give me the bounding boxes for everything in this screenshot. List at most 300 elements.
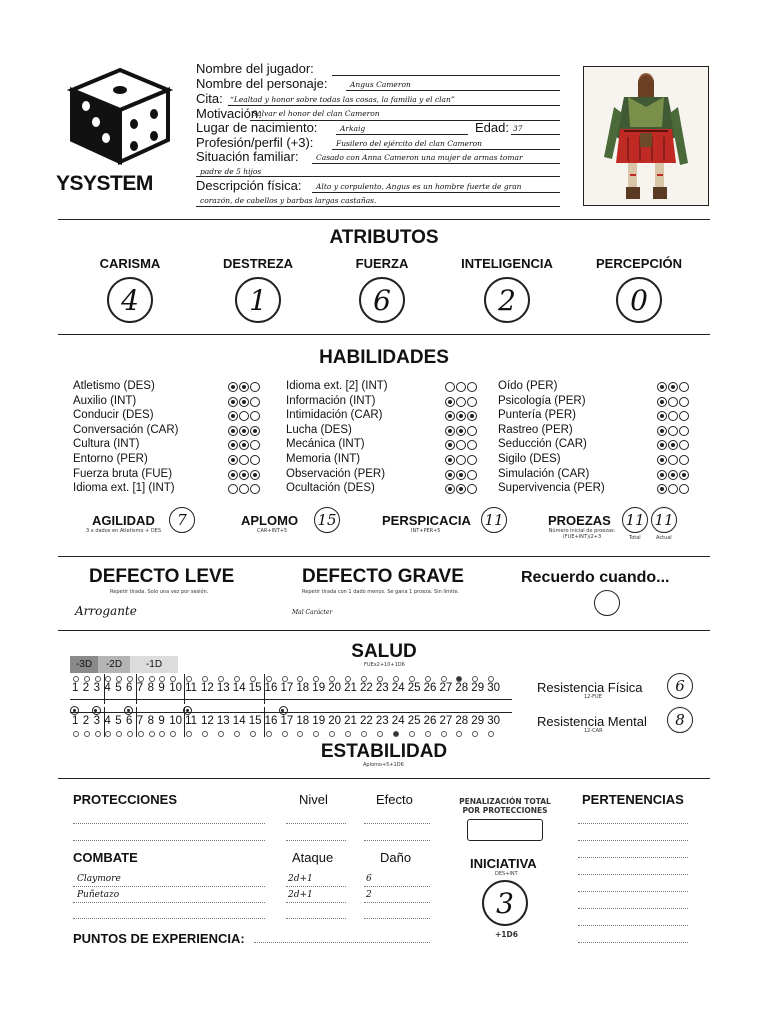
skill-level-dot[interactable]: [250, 455, 260, 465]
skill-level-dots[interactable]: [228, 382, 260, 392]
track-checkbox[interactable]: [393, 676, 399, 682]
track-checkbox[interactable]: [73, 676, 79, 682]
track-checkbox[interactable]: [73, 731, 79, 737]
track-number: 9: [158, 682, 165, 694]
track-checkbox[interactable]: [84, 731, 90, 737]
skill-level-dot[interactable]: [228, 470, 238, 480]
skill-label: Conversación (CAR): [73, 423, 179, 436]
skill-level-dots[interactable]: [445, 470, 477, 480]
skill-level-dot[interactable]: [657, 470, 667, 480]
pertenencia-line[interactable]: [578, 823, 688, 824]
skill-level-dot[interactable]: [456, 455, 466, 465]
descripcion-value: Alto y corpulento, Angus es un hombre fuerte de gran: [316, 182, 522, 191]
skill-level-dot[interactable]: [668, 470, 678, 480]
track-checkbox[interactable]: [250, 731, 256, 737]
track-number: 14: [232, 715, 246, 727]
resistencia-mental-value[interactable]: 8: [667, 707, 693, 733]
skill-level-dot[interactable]: [668, 411, 678, 421]
track-checkbox[interactable]: [234, 676, 240, 682]
track-checkbox[interactable]: [202, 731, 208, 737]
skill-label: Seducción (CAR): [498, 438, 587, 451]
arma-1-name[interactable]: Claymore: [77, 874, 121, 884]
pertenencia-line[interactable]: [578, 908, 688, 909]
penalizacion-box[interactable]: [467, 819, 543, 841]
track-checkbox[interactable]: [345, 731, 351, 737]
habilidades-title: HABILIDADES: [319, 347, 449, 368]
salud-formula: FUEx2+10+1D6: [364, 662, 405, 668]
skill-level-dot[interactable]: [228, 484, 238, 494]
skill-level-dots[interactable]: [445, 426, 477, 436]
skill-level-dot[interactable]: [467, 455, 477, 465]
track-number: 14: [232, 682, 246, 694]
penalizacion-label-2: POR PROTECCIONES: [462, 806, 548, 815]
skill-level-dot[interactable]: [445, 411, 455, 421]
skill-level-dot[interactable]: [456, 440, 466, 450]
track-number: 7: [136, 682, 144, 694]
skill-level-dots[interactable]: [228, 426, 260, 436]
skill-level-dot[interactable]: [456, 484, 466, 494]
skill-level-dot[interactable]: [228, 455, 238, 465]
track-number: 6: [126, 682, 133, 694]
skill-level-dot[interactable]: [679, 484, 689, 494]
track-number: 11: [185, 682, 198, 694]
skill-label: Idioma ext. [2] (INT): [286, 380, 388, 392]
attr-fuerza-value[interactable]: 6: [359, 277, 405, 323]
track-number: 23: [375, 715, 389, 727]
track-number: 28: [455, 682, 469, 694]
personaje-label: Nombre del personaje:: [196, 76, 328, 91]
attr-carisma-value[interactable]: 4: [107, 277, 153, 323]
track-checkbox[interactable]: [138, 731, 144, 737]
track-number: 23: [375, 682, 389, 694]
skill-level-dot[interactable]: [668, 397, 678, 407]
pertenencia-line[interactable]: [578, 891, 688, 892]
profesion-label: Profesión/perfil (+3):: [196, 135, 314, 150]
track-number: 2: [82, 715, 90, 727]
skill-level-dot[interactable]: [239, 397, 249, 407]
track-checkbox[interactable]: [159, 731, 165, 737]
estabilidad-title: ESTABILIDAD: [320, 741, 448, 762]
track-number: 6: [126, 715, 133, 727]
skill-level-dot[interactable]: [239, 411, 249, 421]
skill-label: Cultura (INT): [73, 438, 140, 451]
resistencia-fisica-value[interactable]: 6: [667, 673, 693, 699]
track-number: 20: [328, 715, 341, 727]
proezas-total[interactable]: 11: [622, 507, 648, 533]
track-checkbox[interactable]: [472, 731, 478, 737]
skill-level-dot[interactable]: [657, 426, 667, 436]
skill-level-dot[interactable]: [456, 426, 466, 436]
cita-field[interactable]: [196, 91, 455, 106]
arma-2-dano[interactable]: 2: [366, 890, 372, 900]
familia-label: Situación familiar:: [196, 149, 299, 164]
skill-label: Conducir (DES): [73, 409, 154, 422]
skill-level-dots[interactable]: [445, 382, 477, 392]
attr-destreza: [198, 256, 318, 323]
skill-level-dot[interactable]: [657, 455, 667, 465]
attr-fuerza-label: FUERZA: [355, 256, 409, 271]
skill-level-dot[interactable]: [467, 382, 477, 392]
skill-level-dot[interactable]: [239, 440, 249, 450]
pertenencia-line[interactable]: [578, 925, 688, 926]
skill-label: Rastreo (PER): [498, 423, 573, 436]
skill-level-dot[interactable]: [679, 470, 689, 480]
skill-level-dot[interactable]: [239, 455, 249, 465]
track-number: 3: [93, 682, 100, 694]
skill-level-dot[interactable]: [228, 397, 238, 407]
skill-level-dots[interactable]: [657, 397, 689, 407]
aplomo-label: APLOMO: [241, 513, 299, 528]
track-checkbox[interactable]: [329, 731, 335, 737]
track-checkbox[interactable]: [456, 731, 462, 737]
track-checkbox[interactable]: [105, 731, 111, 737]
attr-fuerza: [322, 256, 442, 323]
track-number: 24: [391, 715, 405, 727]
skill-level-dot[interactable]: [467, 411, 477, 421]
track-number: 8: [147, 682, 154, 694]
arma-1-dano[interactable]: 6: [366, 874, 372, 884]
track-number: 21: [344, 715, 357, 727]
threshold-marker: [70, 706, 79, 715]
iniciativa-dice: +1D6: [495, 930, 518, 939]
nacimiento-value: Arkaig: [340, 124, 366, 133]
track-number: 5: [115, 682, 122, 694]
profesion-field[interactable]: [196, 135, 482, 150]
skill-level-dot[interactable]: [239, 484, 249, 494]
skill-level-dot[interactable]: [679, 426, 689, 436]
skill-level-dot[interactable]: [445, 426, 455, 436]
aplomo-value[interactable]: 15: [314, 507, 340, 533]
recuerdo-checkbox[interactable]: [594, 590, 620, 616]
skill-level-dots[interactable]: [228, 470, 260, 480]
track-number: 10: [169, 682, 182, 694]
skill-level-dot[interactable]: [228, 426, 238, 436]
track-checkbox[interactable]: [441, 676, 447, 682]
proezas-actual[interactable]: 11: [651, 507, 677, 533]
skill-level-dot[interactable]: [657, 411, 667, 421]
skill-level-dot[interactable]: [657, 397, 667, 407]
pertenencia-line[interactable]: [578, 942, 688, 943]
descripcion-field[interactable]: [196, 178, 522, 193]
skill-level-dot[interactable]: [250, 484, 260, 494]
resistencia-fisica-formula: 12-FUE: [584, 694, 602, 700]
skill-level-dot[interactable]: [250, 397, 260, 407]
skill-level-dots[interactable]: [657, 455, 689, 465]
defecto-leve-rule: Repetir tirada. Solo una vez por sesión.: [110, 589, 209, 595]
skill-label: Ocultación (DES): [286, 482, 375, 495]
attr-inteligencia-value[interactable]: 2: [484, 277, 530, 323]
track-number: 29: [471, 682, 485, 694]
iniciativa-value[interactable]: 3: [482, 880, 528, 926]
edad-field[interactable]: [475, 120, 523, 135]
skill-label: Simulación (CAR): [498, 467, 590, 480]
skill-level-dot[interactable]: [467, 397, 477, 407]
skill-level-dot[interactable]: [467, 470, 477, 480]
track-checkbox[interactable]: [377, 731, 383, 737]
track-number: 18: [296, 682, 310, 694]
skill-level-dot[interactable]: [250, 411, 260, 421]
track-checkbox[interactable]: [218, 676, 224, 682]
skill-level-dot[interactable]: [668, 382, 678, 392]
proezas-label: PROEZAS: [548, 513, 611, 528]
skill-level-dot[interactable]: [679, 397, 689, 407]
arma-2-name[interactable]: Puñetazo: [77, 890, 120, 900]
skill-level-dot[interactable]: [456, 470, 466, 480]
iniciativa-formula: DES+INT: [495, 871, 518, 877]
track-number: 24: [391, 682, 405, 694]
track-checkbox[interactable]: [488, 731, 494, 737]
perspicacia-label: PERSPICACIA: [382, 513, 471, 528]
pertenencia-line[interactable]: [578, 874, 688, 875]
track-checkbox[interactable]: [138, 676, 144, 682]
skill-level-dots[interactable]: [228, 397, 260, 407]
track-number: 27: [439, 682, 453, 694]
skill-level-dots[interactable]: [228, 455, 260, 465]
attr-percepcion: [579, 256, 699, 323]
attr-carisma-label: CARISMA: [99, 256, 161, 271]
skill-label: Lucha (DES): [286, 423, 352, 436]
skill-level-dots[interactable]: [445, 484, 477, 494]
motivacion-field[interactable]: [196, 106, 380, 121]
skill-label: Oído (PER): [498, 380, 558, 392]
track-checkbox[interactable]: [186, 731, 192, 737]
efecto-header: Efecto: [376, 792, 413, 807]
track-number: 17: [280, 715, 294, 727]
agilidad-value[interactable]: 7: [169, 507, 195, 533]
skill-level-dot[interactable]: [679, 440, 689, 450]
skill-level-dot[interactable]: [679, 382, 689, 392]
track-number: 17: [280, 682, 294, 694]
track-checkbox[interactable]: [425, 731, 431, 737]
skill-level-dot[interactable]: [445, 470, 455, 480]
track-checkbox[interactable]: [234, 731, 240, 737]
track-number: 26: [423, 682, 437, 694]
skill-level-dot[interactable]: [657, 484, 667, 494]
skill-level-dots[interactable]: [445, 440, 477, 450]
track-number: 12: [201, 682, 214, 694]
track-checkbox[interactable]: [361, 676, 367, 682]
skill-level-dot[interactable]: [250, 470, 260, 480]
penalty-1d: -1D: [130, 656, 178, 673]
track-number: 9: [158, 715, 165, 727]
skill-level-dot[interactable]: [250, 382, 260, 392]
track-checkbox[interactable]: [149, 731, 155, 737]
threshold-marker: [92, 706, 101, 715]
aplomo-formula: CAR+INT+5: [257, 528, 288, 534]
track-checkbox[interactable]: [218, 731, 224, 737]
skill-level-dot[interactable]: [445, 455, 455, 465]
skill-level-dot[interactable]: [657, 440, 667, 450]
track-number: 18: [296, 715, 310, 727]
combate-header: COMBATE: [73, 850, 138, 865]
track-checkbox[interactable]: [393, 731, 399, 737]
pertenencia-line[interactable]: [578, 857, 688, 858]
skill-label: Auxilio (INT): [73, 394, 137, 407]
iniciativa-header: INICIATIVA: [470, 856, 537, 871]
skill-level-dot[interactable]: [668, 455, 678, 465]
perspicacia-value[interactable]: 11: [481, 507, 507, 533]
track-checkbox[interactable]: [95, 676, 101, 682]
track-number: 15: [248, 715, 262, 727]
track-number: 27: [439, 715, 453, 727]
attr-destreza-label: DESTREZA: [222, 256, 294, 271]
pertenencia-line[interactable]: [578, 840, 688, 841]
skill-level-dot[interactable]: [239, 382, 249, 392]
skill-level-dot[interactable]: [228, 411, 238, 421]
skill-level-dot[interactable]: [467, 484, 477, 494]
edad-label: Edad:: [475, 120, 509, 135]
track-checkbox[interactable]: [282, 731, 288, 737]
skill-level-dots[interactable]: [445, 397, 477, 407]
descripcion-label: Descripción física:: [196, 178, 302, 193]
skill-level-dots[interactable]: [657, 411, 689, 421]
track-number: 13: [216, 715, 230, 727]
track-number: 30: [487, 715, 500, 727]
track-number: 16: [264, 715, 278, 727]
track-checkbox[interactable]: [377, 676, 383, 682]
track-checkbox[interactable]: [266, 676, 272, 682]
recuerdo-title: Recuerdo cuando...: [521, 569, 670, 586]
skill-level-dot[interactable]: [679, 455, 689, 465]
skill-level-dots[interactable]: [228, 484, 260, 494]
track-checkbox[interactable]: [149, 676, 155, 682]
system-logo-text: YSYSTEM: [56, 172, 153, 195]
track-number: 19: [312, 682, 326, 694]
track-number: 21: [344, 682, 357, 694]
track-number: 1: [72, 715, 79, 727]
skill-label: Intimidación (CAR): [286, 409, 383, 422]
proezas-formula: Número inicial de proezas: (FUE+INT)/2+3: [548, 528, 616, 540]
track-checkbox[interactable]: [425, 676, 431, 682]
track-checkbox[interactable]: [116, 731, 122, 737]
personaje-field[interactable]: [196, 76, 411, 91]
track-checkbox[interactable]: [282, 676, 288, 682]
track-checkbox[interactable]: [250, 676, 256, 682]
skill-level-dots[interactable]: [657, 470, 689, 480]
ataque-header: Ataque: [292, 850, 334, 865]
skill-level-dot[interactable]: [456, 411, 466, 421]
skill-label: Fuerza bruta (FUE): [73, 467, 173, 480]
track-checkbox[interactable]: [361, 731, 367, 737]
attr-destreza-value[interactable]: 1: [235, 277, 281, 323]
track-number: 4: [104, 682, 111, 694]
skill-level-dots[interactable]: [657, 426, 689, 436]
resistencia-mental-formula: 12-CAR: [584, 728, 603, 734]
skill-label: Atletismo (DES): [73, 380, 155, 392]
track-checkbox[interactable]: [202, 676, 208, 682]
track-number: 16: [264, 682, 278, 694]
skill-level-dots[interactable]: [657, 382, 689, 392]
attr-carisma: [70, 256, 190, 323]
defecto-leve-value[interactable]: Arrogante: [75, 604, 137, 618]
skill-level-dot[interactable]: [239, 470, 249, 480]
skill-level-dot[interactable]: [250, 440, 260, 450]
skill-level-dot[interactable]: [679, 411, 689, 421]
track-checkbox[interactable]: [95, 731, 101, 737]
track-checkbox[interactable]: [313, 731, 319, 737]
track-checkbox[interactable]: [441, 731, 447, 737]
track-checkbox[interactable]: [409, 676, 415, 682]
skill-label: Puntería (PER): [498, 409, 576, 422]
track-checkbox[interactable]: [127, 731, 133, 737]
skill-level-dots[interactable]: [657, 440, 689, 450]
track-checkbox[interactable]: [297, 731, 303, 737]
skill-level-dots[interactable]: [445, 455, 477, 465]
track-checkbox[interactable]: [170, 731, 176, 737]
nacimiento-field[interactable]: [196, 120, 366, 135]
skill-level-dot[interactable]: [445, 397, 455, 407]
skill-level-dot[interactable]: [668, 440, 678, 450]
skill-level-dot[interactable]: [668, 484, 678, 494]
jugador-label: Nombre del jugador:: [196, 61, 314, 76]
track-number: 1: [72, 682, 79, 694]
defecto-grave-title: DEFECTO GRAVE: [302, 566, 464, 587]
defecto-grave-value[interactable]: Mal Carácter: [292, 609, 333, 616]
skill-level-dot[interactable]: [467, 440, 477, 450]
track-checkbox[interactable]: [127, 676, 133, 682]
track-checkbox[interactable]: [409, 731, 415, 737]
skill-level-dot[interactable]: [445, 440, 455, 450]
motivacion-value: Salvar el honor del clan Cameron: [252, 109, 380, 118]
attr-percepcion-value[interactable]: 0: [616, 277, 662, 323]
proezas-actual-label: Actual: [656, 535, 672, 541]
profesion-value: Fusilero del ejército del clan Cameron: [336, 139, 482, 148]
skill-level-dot[interactable]: [228, 440, 238, 450]
agilidad-label: AGILIDAD: [92, 513, 155, 528]
edad-value: 37: [513, 124, 523, 133]
skill-level-dot[interactable]: [456, 397, 466, 407]
skill-level-dot[interactable]: [445, 484, 455, 494]
resistencia-fisica-label: Resistencia Física: [537, 680, 643, 695]
skill-level-dot[interactable]: [657, 382, 667, 392]
salud-title: SALUD: [351, 641, 417, 662]
attr-inteligencia: [447, 256, 567, 323]
attr-inteligencia-label: INTELIGENCIA: [461, 256, 553, 271]
familia-field[interactable]: [196, 149, 523, 164]
track-number: 11: [185, 715, 198, 727]
skill-label: Entorno (PER): [73, 453, 148, 465]
track-number: 19: [312, 715, 326, 727]
proezas-total-label: Total: [629, 535, 641, 541]
track-checkbox[interactable]: [84, 676, 90, 682]
skill-level-dots[interactable]: [228, 411, 260, 421]
skill-level-dots[interactable]: [657, 484, 689, 494]
atributos-title: ATRIBUTOS: [329, 227, 439, 248]
arma-1-ataque[interactable]: 2d+1: [288, 874, 313, 884]
skill-level-dot[interactable]: [467, 426, 477, 436]
skill-label: Observación (PER): [286, 467, 386, 480]
penalty-3d: -3D: [70, 656, 98, 673]
track-number: 7: [136, 715, 144, 727]
skill-label: Sigilo (DES): [498, 453, 561, 465]
skill-level-dot[interactable]: [239, 426, 249, 436]
skill-level-dots[interactable]: [445, 411, 477, 421]
track-number: 12: [201, 715, 214, 727]
track-checkbox[interactable]: [266, 731, 272, 737]
skill-level-dot[interactable]: [445, 382, 455, 392]
skill-label: Información (INT): [286, 394, 376, 407]
skill-level-dot[interactable]: [250, 426, 260, 436]
jugador-field[interactable]: [196, 62, 314, 76]
penalty-2d: -2D: [98, 656, 130, 673]
attr-percepcion-label: PERCEPCIÓN: [596, 256, 682, 271]
skill-level-dot[interactable]: [668, 426, 678, 436]
familia-value: Casado con Anna Cameron una mujer de armas tomar: [316, 153, 523, 162]
skill-level-dots[interactable]: [228, 440, 260, 450]
skill-level-dot[interactable]: [456, 382, 466, 392]
skill-level-dot[interactable]: [228, 382, 238, 392]
arma-2-ataque[interactable]: 2d+1: [288, 890, 313, 900]
